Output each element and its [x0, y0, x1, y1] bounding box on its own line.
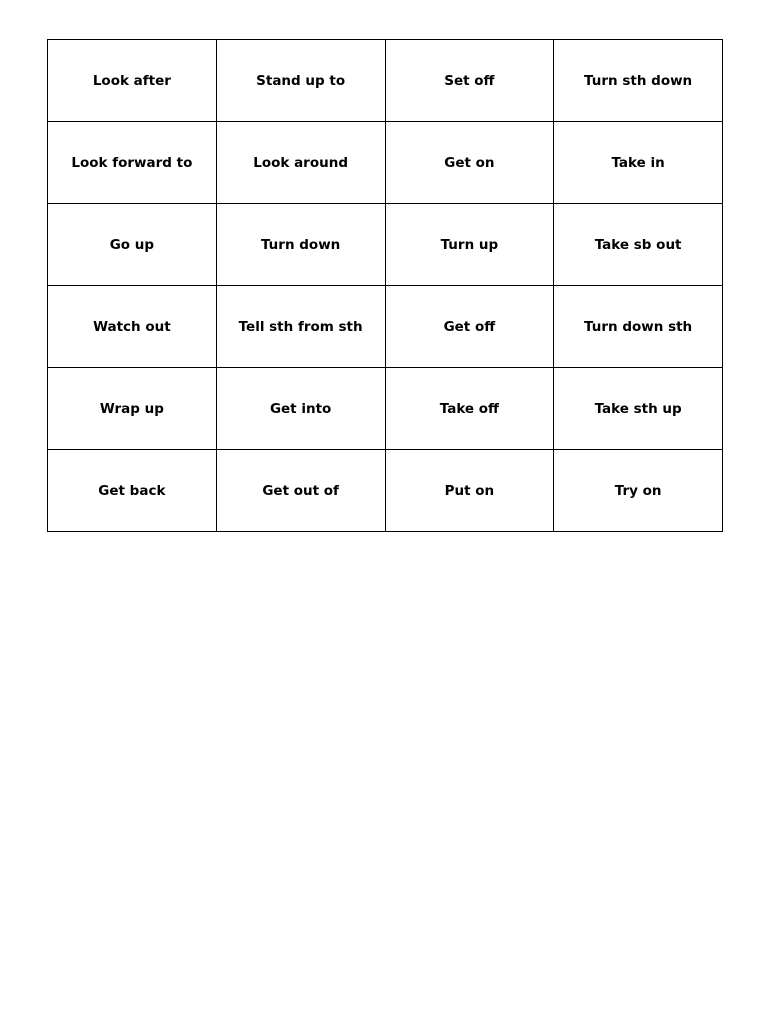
table-row: [48, 450, 723, 532]
table-row: [48, 204, 723, 286]
card-cell: Get back: [48, 450, 217, 532]
card-cell: Wrap up: [48, 368, 217, 450]
table-row: [48, 122, 723, 204]
card-cell: Turn up: [385, 204, 554, 286]
card-cell: Look after: [48, 40, 217, 122]
card-cell: Take in: [554, 122, 723, 204]
card-cell: Tell sth from sth: [216, 286, 385, 368]
card-cell: Get out of: [216, 450, 385, 532]
card-cell: Turn down sth: [554, 286, 723, 368]
card-cell: Get off: [385, 286, 554, 368]
card-cell: Take sb out: [554, 204, 723, 286]
card-cell: Take off: [385, 368, 554, 450]
table-row: [48, 286, 723, 368]
card-cell: Turn sth down: [554, 40, 723, 122]
card-cell: Put on: [385, 450, 554, 532]
phrasal-verb-card-grid: [47, 39, 723, 532]
card-cell: Try on: [554, 450, 723, 532]
card-cell: Turn down: [216, 204, 385, 286]
card-cell: Get on: [385, 122, 554, 204]
card-cell: Stand up to: [216, 40, 385, 122]
card-cell: Look forward to: [48, 122, 217, 204]
card-cell: Take sth up: [554, 368, 723, 450]
card-cell: Go up: [48, 204, 217, 286]
card-cell: Set off: [385, 40, 554, 122]
table-row: [48, 368, 723, 450]
card-cell: Watch out: [48, 286, 217, 368]
card-cell: Get into: [216, 368, 385, 450]
table-row: [48, 40, 723, 122]
card-cell: Look around: [216, 122, 385, 204]
